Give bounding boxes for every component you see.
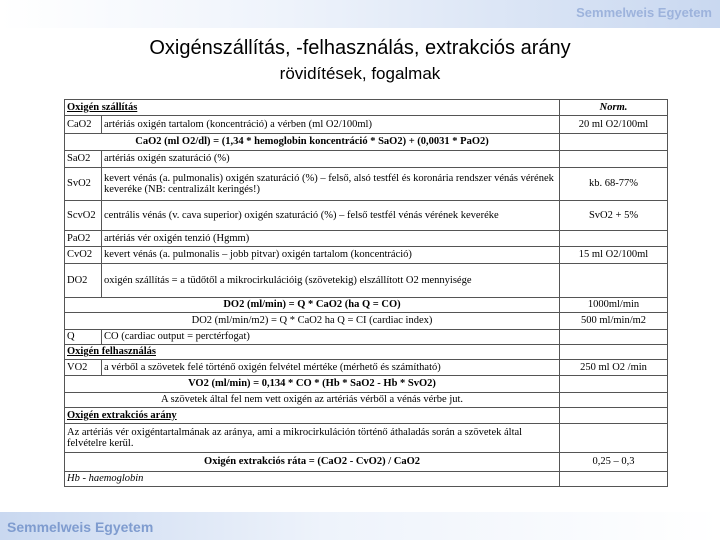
section-heading-extraction: Oxigén extrakciós arány [65,408,560,424]
abbr-cvo2: CvO2 [65,247,102,264]
empty-cell [560,393,668,408]
table-row [65,247,668,264]
table-row [65,298,668,313]
empty-cell [560,134,668,151]
table-row [65,134,668,151]
abbr-q: Q [65,330,102,345]
empty-cell [560,472,668,487]
brand-logo-top: Semmelweis Egyetem [576,5,712,20]
empty-cell [560,424,668,453]
abbr-cao2: CaO2 [65,116,102,134]
table-row [65,453,668,472]
norm-extraction: 0,25 – 0,3 [560,453,668,472]
formula-do2-co: DO2 (ml/min) = Q * CaO2 (ha Q = CO) [65,298,560,313]
norm-do2-ci: 500 ml/min/m2 [560,313,668,330]
abbr-scvo2: ScvO2 [65,201,102,231]
table-row [65,151,668,168]
norm-scvo2: SvO2 + 5% [560,201,668,231]
norm-header: Norm. [560,100,668,116]
formula-vo2: VO2 (ml/min) = 0,134 * CO * (Hb * SaO2 - Hb * SvO2) [65,376,560,393]
section-heading-transport: Oxigén szállítás [65,100,560,116]
desc-svo2: kevert vénás (a. pulmonalis) oxigén szaturáció (%) – felső, alsó testfél és koronária rendszer vénás vérének keveréke (NB: centralizált keringés!) [102,168,560,201]
empty-cell [560,264,668,298]
norm-svo2: kb. 68-77% [560,168,668,201]
empty-cell [560,376,668,393]
abbr-pao2: PaO2 [65,231,102,247]
table-row [65,330,668,345]
footnote-hb: Hb - haemoglobin [65,472,560,487]
table-row [65,393,668,408]
norm-do2-co: 1000ml/min [560,298,668,313]
norm-vo2: 250 ml O2 /min [560,360,668,376]
table-row [65,345,668,360]
table-row [65,116,668,134]
table-row [65,408,668,424]
table-row [65,231,668,247]
norm-cvo2: 15 ml O2/100ml [560,247,668,264]
desc-cao2: artériás oxigén tartalom (koncentráció) a vérben (ml O2/100ml) [102,116,560,134]
desc-cvo2: kevert vénás (a. pulmonalis – jobb pitvar) oxigén tartalom (koncentráció) [102,247,560,264]
table-row [65,472,668,487]
norm-cao2: 20 ml O2/100ml [560,116,668,134]
empty-cell [560,330,668,345]
abbr-sao2: SaO2 [65,151,102,168]
abbreviation-table [64,99,668,487]
empty-cell [560,345,668,360]
extraction-description: Az artériás vér oxigéntartalmának az aránya, ami a mikrocirkuláción történő áthaladás során a szövetek által felvételre kerül. [65,424,560,453]
empty-cell [560,408,668,424]
desc-pao2: artériás vér oxigén tenzió (Hgmm) [102,231,560,247]
empty-cell [560,231,668,247]
desc-q: CO (cardiac output = perctérfogat) [102,330,560,345]
abbr-do2: DO2 [65,264,102,298]
desc-do2: oxigén szállítás = a tüdőtől a mikrocirkulációig (szövetekig) elszállított O2 mennyisége [102,264,560,298]
abbr-vo2: VO2 [65,360,102,376]
formula-extraction: Oxigén extrakciós ráta = (CaO2 - CvO2) / CaO2 [65,453,560,472]
abbr-svo2: SvO2 [65,168,102,201]
table-row [65,100,668,116]
formula-cao2: CaO2 (ml O2/dl) = (1,34 * hemoglobin koncentráció * SaO2) + (0,0031 * PaO2) [65,134,560,151]
empty-cell [560,151,668,168]
table-row [65,376,668,393]
desc-sao2: artériás oxigén szaturáció (%) [102,151,560,168]
table-row [65,424,668,453]
table-row [65,201,668,231]
vo2-note: A szövetek által fel nem vett oxigén az artériás vérből a vénás vérbe jut. [65,393,560,408]
formula-do2-ci: DO2 (ml/min/m2) = Q * CaO2 ha Q = CI (cardiac index) [65,313,560,330]
section-heading-usage: Oxigén felhasználás [65,345,560,360]
table-row [65,360,668,376]
table-row [65,168,668,201]
slide-title: Oxigénszállítás, -felhasználás, extrakciós arány [149,37,571,59]
brand-logo-bottom: Semmelweis Egyetem [7,519,154,535]
table-row [65,313,668,330]
slide-subtitle: rövidítések, fogalmak [279,64,441,83]
desc-vo2: a vérből a szövetek felé történő oxigén felvétel mértéke (mérhető és számítható) [102,360,560,376]
desc-scvo2: centrális vénás (v. cava superior) oxigén szaturáció (%) – felső testfél vénás vérének keveréke [102,201,560,231]
table-row [65,264,668,298]
